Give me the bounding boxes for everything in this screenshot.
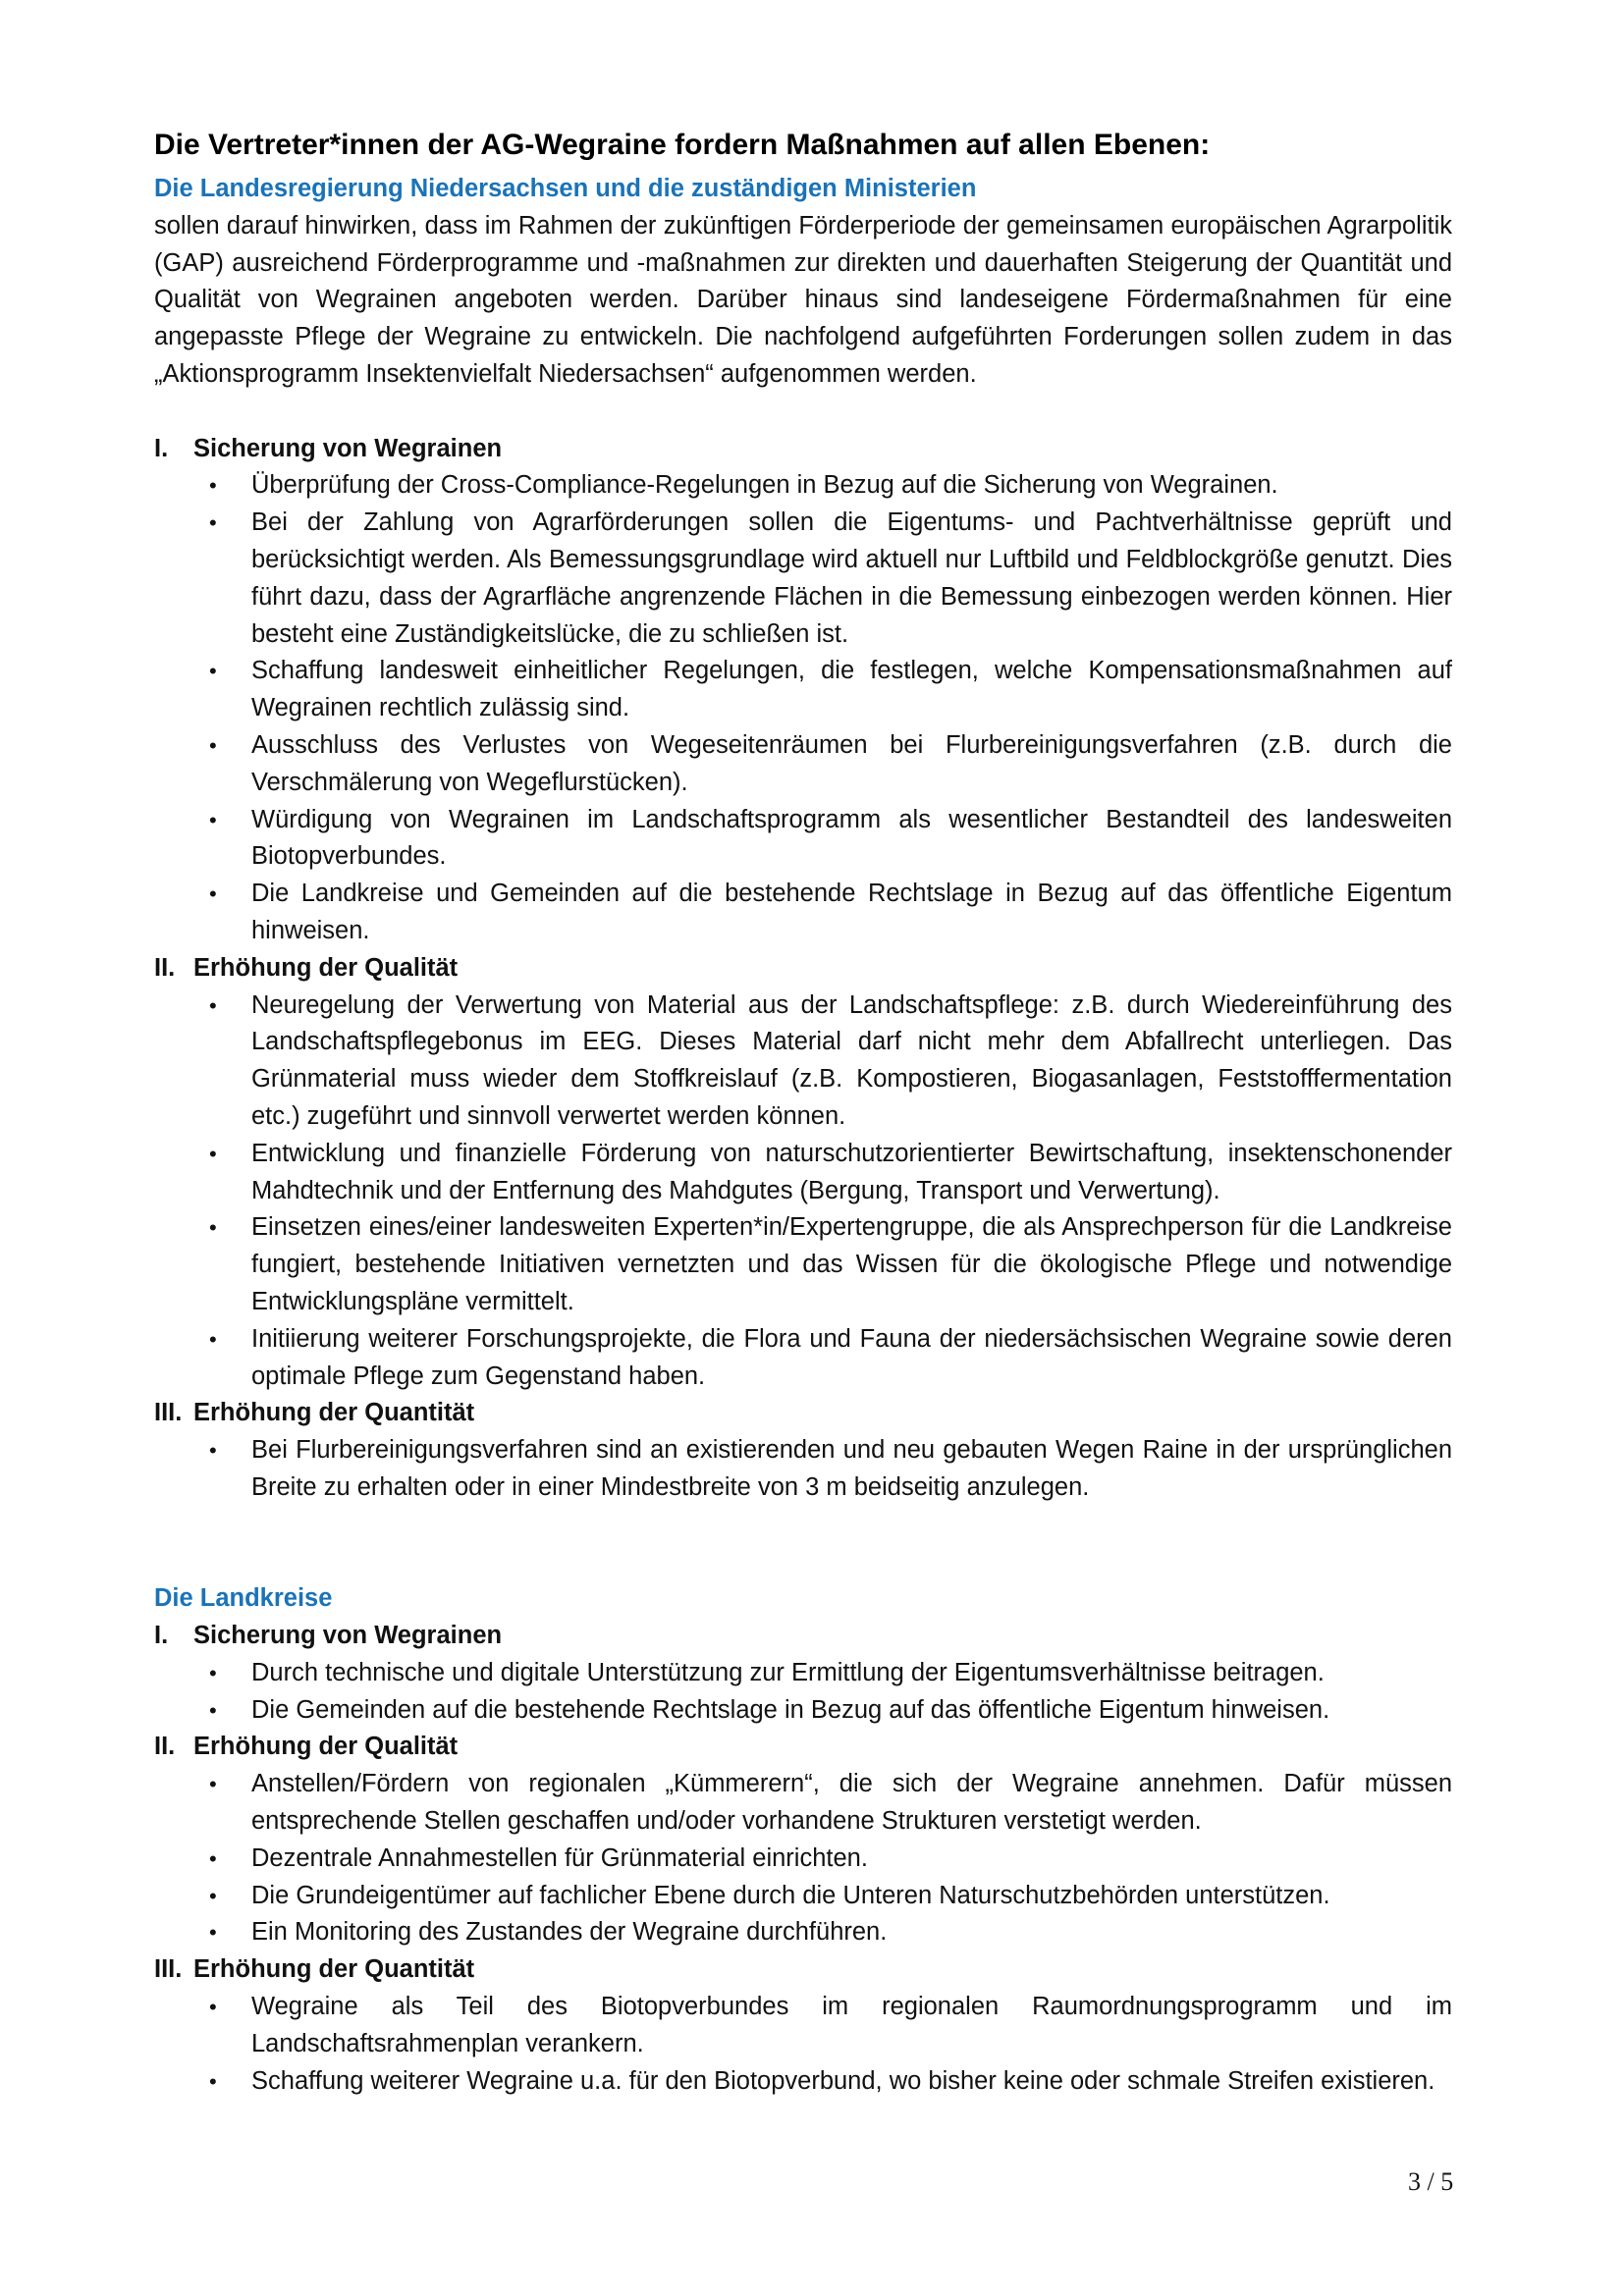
- list-item: • Neuregelung der Verwertung von Material aus der Landschaftspflege: z.B. durch Wiedereinführung des Landschaftspflegebonus im EEG. Dieses Material darf nicht mehr dem Abfallrecht unterliegen. Das Grünmaterial muss wieder dem Stoffkreislauf (z.B. Kompostieren, Biogasanlagen, Feststofffermentation etc.) zugeführt und sinnvoll verwertet werden können.: [154, 988, 1452, 1136]
- list-item: • Ausschluss des Verlustes von Wegeseitenräumen bei Flurbereinigungsverfahren (z.B. durch die Verschmälerung von Wegeflurstücken).: [154, 727, 1452, 802]
- list-item: • Bei Flurbereinigungsverfahren sind an existierenden und neu gebauten Wegen Raine in der ursprünglichen Breite zu erhalten oder in einer Mindestbreite von 3 m beidseitig anzulegen.: [154, 1432, 1452, 1507]
- list-item: • Initiierung weiterer Forschungsprojekte, die Flora und Fauna der niedersächsischen Wegraine sowie deren optimale Pflege zum Gegenstand haben.: [154, 1321, 1452, 1396]
- roman-numeral: II.: [154, 953, 176, 982]
- bullet-icon: •: [209, 1772, 217, 1797]
- bullet-icon: •: [209, 1883, 217, 1908]
- document-page: [154, 126, 1452, 2100]
- subsection-heading: [154, 1395, 1452, 1432]
- subsection-title: Erhöhung der Quantität: [193, 1399, 475, 1427]
- subsection-heading: [154, 1951, 1452, 1989]
- bullet-icon: •: [209, 1995, 217, 2020]
- section-landkreise: [154, 1580, 1452, 2100]
- subsection-heading: [154, 1618, 1452, 1655]
- bullet-list: [154, 988, 1452, 1396]
- org-heading-landesregierung: Die Landesregierung Niedersachsen und die zuständigen Ministerien: [154, 175, 977, 202]
- bullet-icon: •: [209, 1660, 217, 1685]
- bullet-icon: •: [209, 881, 217, 907]
- subsection-title: Sicherung von Wegrainen: [193, 434, 503, 462]
- bullet-icon: •: [209, 510, 217, 536]
- list-item: • Einsetzen eines/einer landesweiten Experten*in/Expertengruppe, die als Ansprechperson für die Landkreise fungiert, bestehende Initiativen vernetzten und das Wissen für die ökologische Pflege und notwendige Entwicklungspläne vermittelt.: [154, 1209, 1452, 1320]
- bullet-icon: •: [209, 1326, 217, 1352]
- bullet-icon: •: [209, 1697, 217, 1723]
- spacer: [154, 1507, 1452, 1581]
- bullet-icon: •: [209, 992, 217, 1018]
- section-landesregierung: [154, 171, 1452, 1507]
- list-item: • Würdigung von Wegrainen im Landschaftsprogramm als wesentlicher Bestandteil des landesweiten Biotopverbundes.: [154, 802, 1452, 877]
- page-title: Die Vertreter*innen der AG-Wegraine fordern Maßnahmen auf allen Ebenen:: [154, 129, 1211, 161]
- bullet-icon: •: [209, 1845, 217, 1871]
- list-item: • Bei der Zahlung von Agrarförderungen sollen die Eigentums- und Pachtverhältnisse geprüft und berücksichtigt werden. Als Bemessungsgrundlage wird aktuell nur Luftbild und Feldblockgröße genutzt. Dies führt dazu, dass der Agrarfläche angrenzende Flächen in die Bemessung einbezogen werden können. Hier besteht eine Zuständigkeitslücke, die zu schließen ist.: [154, 505, 1452, 653]
- bullet-icon: •: [209, 732, 217, 758]
- list-item: • Überprüfung der Cross-Compliance-Regelungen in Bezug auf die Sicherung von Wegrainen.: [154, 467, 1452, 505]
- bullet-list: [154, 1766, 1452, 1951]
- bullet-icon: •: [209, 1920, 217, 1946]
- roman-numeral: I.: [154, 1622, 169, 1650]
- list-item: • Schaffung landesweit einheitlicher Regelungen, die festlegen, welche Kompensationsmaßnahmen auf Wegrainen rechtlich zulässig sind.: [154, 653, 1452, 727]
- subsection-title: Erhöhung der Qualität: [193, 1733, 459, 1761]
- roman-numeral: III.: [154, 1955, 183, 1984]
- roman-numeral: I.: [154, 434, 169, 462]
- bullet-list: [154, 1989, 1452, 2100]
- bullet-icon: •: [209, 473, 217, 499]
- spacer: [154, 394, 1452, 431]
- bullet-list: [154, 1432, 1452, 1507]
- list-item: • Die Gemeinden auf die bestehende Rechtslage in Bezug auf das öffentliche Eigentum hinweisen.: [154, 1692, 1452, 1730]
- subsection-heading: [154, 431, 1452, 468]
- list-item: • Ein Monitoring des Zustandes der Wegraine durchführen.: [154, 1914, 1452, 1951]
- list-item: • Dezentrale Annahmestellen für Grünmaterial einrichten.: [154, 1841, 1452, 1878]
- page-number: 3 / 5: [1408, 2167, 1454, 2196]
- subsection-title: Erhöhung der Quantität: [193, 1955, 475, 1984]
- list-item: • Durch technische und digitale Unterstützung zur Ermittlung der Eigentumsverhältnisse beitragen.: [154, 1655, 1452, 1692]
- bullet-list: [154, 467, 1452, 949]
- subsection-heading: [154, 1729, 1452, 1766]
- org-heading-landkreise: Die Landkreise: [154, 1584, 333, 1613]
- bullet-icon: •: [209, 1141, 217, 1166]
- roman-numeral: III.: [154, 1399, 183, 1427]
- roman-numeral: II.: [154, 1733, 176, 1761]
- list-item: • Die Landkreise und Gemeinden auf die bestehende Rechtslage in Bezug auf das öffentliche Eigentum hinweisen.: [154, 876, 1452, 950]
- intro-paragraph: sollen darauf hinwirken, dass im Rahmen der zukünftigen Förderperiode der gemeinsamen europäischen Agrarpolitik (GAP) ausreichend Förderprogramme und -maßnahmen zur direkten und dauerhaften Steigerung der Quantität und Qualität von Wegrainen angeboten werden. Darüber hinaus sind landeseigene Fördermaßnahmen für eine angepasste Pflege der Wegraine zu entwickeln. Die nachfolgend aufgeführten Forderungen sollen zudem in das „Aktionsprogramm Insektenvielfalt Niedersachsen“ aufgenommen werden.: [154, 211, 1452, 388]
- list-item: • Die Grundeigentümer auf fachlicher Ebene durch die Unteren Naturschutzbehörden unterstützen.: [154, 1878, 1452, 1915]
- subsection-title: Sicherung von Wegrainen: [193, 1622, 503, 1650]
- bullet-icon: •: [209, 1215, 217, 1241]
- subsection-title: Erhöhung der Qualität: [193, 953, 459, 982]
- bullet-icon: •: [209, 807, 217, 832]
- bullet-icon: •: [209, 659, 217, 684]
- bullet-icon: •: [209, 2068, 217, 2094]
- list-item: • Schaffung weiterer Wegraine u.a. für den Biotopverbund, wo bisher keine oder schmale Streifen existieren.: [154, 2063, 1452, 2101]
- list-item: • Wegraine als Teil des Biotopverbundes im regionalen Raumordnungsprogramm und im Landschaftsrahmenplan verankern.: [154, 1989, 1452, 2063]
- list-item: • Anstellen/Fördern von regionalen „Kümmerern“, die sich der Wegraine annehmen. Dafür müssen entsprechende Stellen geschaffen und/oder vorhandene Strukturen verstetigt werden.: [154, 1766, 1452, 1841]
- bullet-icon: •: [209, 1438, 217, 1464]
- bullet-list: [154, 1655, 1452, 1730]
- subsection-heading: [154, 950, 1452, 988]
- list-item: • Entwicklung und finanzielle Förderung von naturschutzorientierter Bewirtschaftung, insektenschonender Mahdtechnik und der Entfernung des Mahdgutes (Bergung, Transport und Verwertung).: [154, 1136, 1452, 1210]
